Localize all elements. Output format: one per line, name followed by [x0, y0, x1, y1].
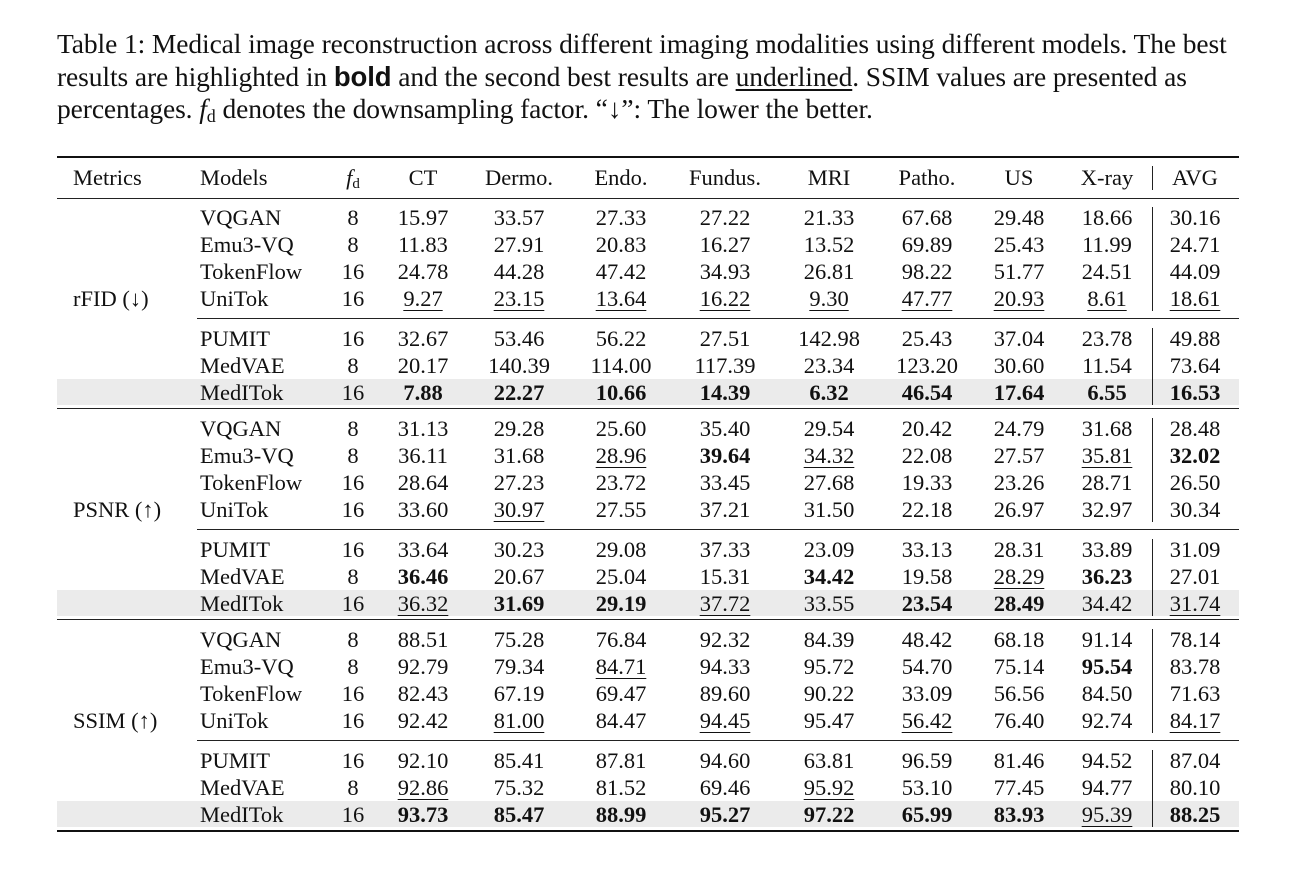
value-cell: 94.77 — [1081, 775, 1133, 800]
value-cell: 32.02 — [1169, 443, 1221, 468]
value-cell: 85.41 — [493, 748, 545, 773]
avg-separator — [1152, 207, 1153, 311]
value-cell: 36.11 — [398, 443, 448, 468]
model-name: PUMIT — [200, 537, 271, 562]
value-cell: 54.70 — [901, 654, 953, 679]
header-col-endo: Endo. — [594, 165, 648, 190]
value-cell: 92.32 — [699, 627, 751, 652]
value-cell: 78.14 — [1169, 627, 1221, 652]
value-cell: 81.00 — [493, 708, 545, 733]
avg-separator — [1152, 418, 1153, 522]
value-cell: 76.40 — [993, 708, 1045, 733]
model-name: Emu3-VQ — [200, 654, 294, 679]
header-rule — [57, 198, 1239, 199]
value-cell: 31.68 — [493, 443, 545, 468]
value-cell: 22.18 — [901, 497, 953, 522]
value-cell: 24.71 — [1169, 232, 1221, 257]
value-cell: 34.42 — [1081, 591, 1133, 616]
value-cell: 68.18 — [993, 627, 1045, 652]
value-cell: 69.47 — [595, 681, 647, 706]
value-cell: 44.28 — [493, 259, 545, 284]
group-rule — [197, 318, 1239, 319]
value-cell: 34.32 — [803, 443, 855, 468]
value-cell: 11.99 — [1082, 232, 1132, 257]
value-cell: 36.23 — [1081, 564, 1133, 589]
value-cell: 84.39 — [803, 627, 855, 652]
value-cell: 88.99 — [595, 802, 647, 827]
fd-value: 8 — [347, 232, 359, 257]
value-cell: 36.32 — [397, 591, 449, 616]
value-cell: 6.32 — [809, 380, 849, 405]
header-fd — [346, 164, 360, 191]
fd-value: 8 — [347, 654, 359, 679]
caption-fd-sub: d — [206, 106, 216, 126]
model-name: UniTok — [200, 286, 269, 311]
value-cell: 48.42 — [901, 627, 953, 652]
value-cell: 75.32 — [493, 775, 545, 800]
value-cell: 31.69 — [493, 591, 545, 616]
value-cell: 33.13 — [901, 537, 953, 562]
value-cell: 27.33 — [595, 205, 647, 230]
value-cell: 30.16 — [1169, 205, 1221, 230]
avg-separator — [1152, 166, 1153, 190]
value-cell: 56.22 — [595, 326, 647, 351]
model-name: UniTok — [200, 708, 269, 733]
top-rule — [57, 156, 1239, 158]
caption-part4: denotes the downsampling factor. “↓”: The lower the better. — [215, 93, 873, 124]
value-cell: 94.33 — [699, 654, 751, 679]
value-cell: 31.09 — [1169, 537, 1221, 562]
value-cell: 33.64 — [397, 537, 449, 562]
value-cell: 23.34 — [803, 353, 855, 378]
value-cell: 16.53 — [1169, 380, 1221, 405]
value-cell: 20.83 — [595, 232, 647, 257]
value-cell: 92.74 — [1081, 708, 1133, 733]
fd-value: 16 — [341, 259, 365, 284]
header-models: Models — [200, 165, 268, 190]
model-name: MedVAE — [200, 353, 285, 378]
value-cell: 28.48 — [1169, 416, 1221, 441]
fd-value: 8 — [347, 775, 359, 800]
model-name: MedVAE — [200, 564, 285, 589]
value-cell: 23.26 — [993, 470, 1045, 495]
metric-label: rFID (↓) — [73, 286, 149, 311]
value-cell: 31.68 — [1081, 416, 1133, 441]
header-col-avg: AVG — [1172, 165, 1218, 190]
value-cell: 75.28 — [493, 627, 545, 652]
fd-value: 16 — [341, 497, 365, 522]
caption-bold-word: bold — [333, 60, 392, 92]
value-cell: 92.79 — [397, 654, 449, 679]
fd-value: 8 — [347, 205, 359, 230]
value-cell: 83.93 — [993, 802, 1045, 827]
value-cell: 84.50 — [1081, 681, 1133, 706]
value-cell: 25.60 — [595, 416, 647, 441]
bottom-rule — [57, 830, 1239, 832]
value-cell: 67.68 — [901, 205, 953, 230]
value-cell: 33.55 — [803, 591, 855, 616]
fd-value: 8 — [347, 627, 359, 652]
block-rule — [57, 408, 1239, 409]
value-cell: 27.01 — [1169, 564, 1221, 589]
value-cell: 77.45 — [993, 775, 1045, 800]
value-cell: 37.21 — [699, 497, 751, 522]
value-cell: 63.81 — [803, 748, 855, 773]
value-cell: 95.27 — [699, 802, 751, 827]
model-name: PUMIT — [200, 748, 271, 773]
avg-separator — [1152, 750, 1153, 827]
value-cell: 25.04 — [595, 564, 647, 589]
value-cell: 69.89 — [901, 232, 953, 257]
value-cell: 24.78 — [397, 259, 449, 284]
model-name: VQGAN — [200, 627, 282, 652]
value-cell: 20.67 — [493, 564, 545, 589]
value-cell: 21.33 — [803, 205, 855, 230]
avg-separator — [1152, 328, 1153, 405]
value-cell: 29.19 — [595, 591, 647, 616]
value-cell: 93.73 — [397, 802, 449, 827]
value-cell: 28.96 — [595, 443, 647, 468]
value-cell: 79.34 — [493, 654, 545, 679]
value-cell: 75.14 — [993, 654, 1045, 679]
fd-value: 16 — [341, 286, 365, 311]
value-cell: 26.81 — [803, 259, 855, 284]
value-cell: 27.55 — [595, 497, 647, 522]
value-cell: 56.42 — [901, 708, 953, 733]
value-cell: 8.61 — [1087, 286, 1127, 311]
value-cell: 27.68 — [803, 470, 855, 495]
value-cell: 23.78 — [1081, 326, 1133, 351]
value-cell: 11.54 — [1082, 353, 1132, 378]
fd-value: 16 — [341, 537, 365, 562]
value-cell: 33.89 — [1081, 537, 1133, 562]
value-cell: 23.54 — [901, 591, 953, 616]
value-cell: 94.52 — [1081, 748, 1133, 773]
value-cell: 29.28 — [493, 416, 545, 441]
value-cell: 95.72 — [803, 654, 855, 679]
value-cell: 53.10 — [901, 775, 953, 800]
header-metrics: Metrics — [73, 165, 142, 190]
value-cell: 26.97 — [993, 497, 1045, 522]
value-cell: 34.42 — [803, 564, 855, 589]
model-name: MedITok — [200, 380, 284, 405]
value-cell: 95.39 — [1081, 802, 1133, 827]
header-col-dermo: Dermo. — [484, 165, 554, 190]
group-rule — [197, 529, 1239, 530]
avg-separator — [1152, 629, 1153, 733]
value-cell: 18.61 — [1169, 286, 1221, 311]
value-cell: 24.79 — [993, 416, 1045, 441]
model-name: Emu3-VQ — [200, 443, 294, 468]
value-cell: 25.43 — [993, 232, 1045, 257]
model-name: TokenFlow — [200, 259, 303, 284]
value-cell: 85.47 — [493, 802, 545, 827]
value-cell: 65.99 — [901, 802, 953, 827]
value-cell: 69.46 — [699, 775, 751, 800]
fd-value: 8 — [347, 353, 359, 378]
value-cell: 84.71 — [595, 654, 647, 679]
value-cell: 30.60 — [993, 353, 1045, 378]
value-cell: 46.54 — [901, 380, 953, 405]
value-cell: 22.27 — [493, 380, 545, 405]
value-cell: 114.00 — [590, 353, 652, 378]
fd-value: 16 — [341, 470, 365, 495]
value-cell: 24.51 — [1081, 259, 1133, 284]
header-col-xray: X-ray — [1080, 165, 1134, 190]
fd-value: 8 — [347, 416, 359, 441]
value-cell: 17.64 — [993, 380, 1045, 405]
fd-value: 16 — [341, 326, 365, 351]
value-cell: 20.42 — [901, 416, 953, 441]
model-name: MedITok — [200, 802, 284, 827]
value-cell: 23.09 — [803, 537, 855, 562]
model-name: MedITok — [200, 591, 284, 616]
value-cell: 92.10 — [397, 748, 449, 773]
model-name: MedVAE — [200, 775, 285, 800]
value-cell: 87.81 — [595, 748, 647, 773]
value-cell: 98.22 — [901, 259, 953, 284]
value-cell: 22.08 — [901, 443, 953, 468]
value-cell: 28.31 — [993, 537, 1045, 562]
value-cell: 31.13 — [397, 416, 449, 441]
value-cell: 84.47 — [595, 708, 647, 733]
model-name: VQGAN — [200, 416, 282, 441]
value-cell: 33.57 — [493, 205, 545, 230]
header-fd-sub: d — [352, 176, 360, 192]
value-cell: 90.22 — [803, 681, 855, 706]
value-cell: 47.42 — [595, 259, 647, 284]
value-cell: 32.67 — [397, 326, 449, 351]
value-cell: 29.54 — [803, 416, 855, 441]
value-cell: 30.97 — [493, 497, 545, 522]
value-cell: 26.50 — [1169, 470, 1221, 495]
value-cell: 37.04 — [993, 326, 1045, 351]
value-cell: 19.33 — [901, 470, 953, 495]
value-cell: 67.19 — [493, 681, 545, 706]
value-cell: 97.22 — [803, 802, 855, 827]
value-cell: 31.74 — [1169, 591, 1221, 616]
value-cell: 91.14 — [1081, 627, 1133, 652]
value-cell: 27.51 — [699, 326, 751, 351]
value-cell: 20.93 — [993, 286, 1045, 311]
value-cell: 80.10 — [1169, 775, 1221, 800]
fd-value: 16 — [341, 681, 365, 706]
header-col-patho: Patho. — [898, 165, 956, 190]
value-cell: 81.46 — [993, 748, 1045, 773]
fd-value: 16 — [341, 380, 365, 405]
value-cell: 140.39 — [488, 353, 550, 378]
value-cell: 28.49 — [993, 591, 1045, 616]
value-cell: 35.40 — [699, 416, 751, 441]
value-cell: 20.17 — [397, 353, 449, 378]
model-name: UniTok — [200, 497, 269, 522]
value-cell: 6.55 — [1087, 380, 1127, 405]
value-cell: 9.30 — [809, 286, 849, 311]
value-cell: 94.45 — [699, 708, 751, 733]
fd-value: 16 — [341, 802, 365, 827]
value-cell: 16.22 — [699, 286, 751, 311]
model-name: PUMIT — [200, 326, 271, 351]
value-cell: 89.60 — [699, 681, 751, 706]
value-cell: 35.81 — [1081, 443, 1133, 468]
value-cell: 37.72 — [699, 591, 751, 616]
value-cell: 11.83 — [398, 232, 448, 257]
value-cell: 30.34 — [1169, 497, 1221, 522]
value-cell: 28.64 — [397, 470, 449, 495]
model-name: VQGAN — [200, 205, 282, 230]
value-cell: 73.64 — [1169, 353, 1221, 378]
value-cell: 14.39 — [699, 380, 751, 405]
value-cell: 27.91 — [493, 232, 545, 257]
value-cell: 27.23 — [493, 470, 545, 495]
value-cell: 47.77 — [901, 286, 953, 311]
value-cell: 29.48 — [993, 205, 1045, 230]
value-cell: 31.50 — [803, 497, 855, 522]
value-cell: 25.43 — [901, 326, 953, 351]
value-cell: 51.77 — [993, 259, 1045, 284]
value-cell: 32.97 — [1081, 497, 1133, 522]
table-caption — [57, 28, 1257, 126]
value-cell: 30.23 — [493, 537, 545, 562]
value-cell: 15.97 — [397, 205, 449, 230]
block-rule — [57, 619, 1239, 620]
value-cell: 95.54 — [1081, 654, 1133, 679]
value-cell: 81.52 — [595, 775, 647, 800]
value-cell: 44.09 — [1169, 259, 1221, 284]
model-name: TokenFlow — [200, 681, 303, 706]
caption-underlined-word: underlined — [735, 60, 853, 92]
value-cell: 34.93 — [699, 259, 751, 284]
value-cell: 33.09 — [901, 681, 953, 706]
header-col-us: US — [1004, 165, 1034, 190]
fd-value: 8 — [347, 443, 359, 468]
value-cell: 88.25 — [1169, 802, 1221, 827]
value-cell: 37.33 — [699, 537, 751, 562]
fd-value: 16 — [341, 748, 365, 773]
value-cell: 33.60 — [397, 497, 449, 522]
header-fd-symbol: f — [346, 165, 353, 190]
value-cell: 96.59 — [901, 748, 953, 773]
value-cell: 36.46 — [397, 564, 449, 589]
fd-value: 8 — [347, 564, 359, 589]
value-cell: 88.51 — [397, 627, 449, 652]
model-name: TokenFlow — [200, 470, 303, 495]
caption-part1: Table 1: Medical image reconstruction across different imaging modalities using different models. The best results are highlighted in — [57, 28, 1227, 92]
value-cell: 142.98 — [798, 326, 860, 351]
value-cell: 83.78 — [1169, 654, 1221, 679]
value-cell: 82.43 — [397, 681, 449, 706]
header-col-mri: MRI — [807, 165, 851, 190]
value-cell: 84.17 — [1169, 708, 1221, 733]
value-cell: 19.58 — [901, 564, 953, 589]
fd-value: 16 — [341, 591, 365, 616]
value-cell: 29.08 — [595, 537, 647, 562]
value-cell: 28.71 — [1081, 470, 1133, 495]
value-cell: 9.27 — [403, 286, 443, 311]
fd-value: 16 — [341, 708, 365, 733]
metric-label: SSIM (↑) — [73, 708, 158, 733]
caption-part3: . SSIM values are presented as percentages. — [57, 60, 1187, 124]
header-col-ct: CT — [408, 165, 438, 190]
value-cell: 92.42 — [397, 708, 449, 733]
value-cell: 18.66 — [1081, 205, 1133, 230]
caption-fd-symbol: f — [199, 93, 207, 124]
value-cell: 15.31 — [699, 564, 751, 589]
header-col-fundus: Fundus. — [689, 165, 761, 190]
value-cell: 10.66 — [595, 380, 647, 405]
value-cell: 53.46 — [493, 326, 545, 351]
value-cell: 95.47 — [803, 708, 855, 733]
value-cell: 27.22 — [699, 205, 751, 230]
value-cell: 23.72 — [595, 470, 647, 495]
value-cell: 49.88 — [1169, 326, 1221, 351]
value-cell: 13.64 — [595, 286, 647, 311]
value-cell: 94.60 — [699, 748, 751, 773]
value-cell: 92.86 — [397, 775, 449, 800]
value-cell: 23.15 — [493, 286, 545, 311]
metric-label: PSNR (↑) — [73, 497, 162, 522]
value-cell: 27.57 — [993, 443, 1045, 468]
value-cell: 71.63 — [1169, 681, 1221, 706]
value-cell: 13.52 — [803, 232, 855, 257]
group-rule — [197, 740, 1239, 741]
value-cell: 7.88 — [403, 380, 443, 405]
caption-part2: and the second best results are — [391, 60, 736, 92]
value-cell: 87.04 — [1169, 748, 1221, 773]
value-cell: 33.45 — [699, 470, 751, 495]
avg-separator — [1152, 539, 1153, 616]
value-cell: 56.56 — [993, 681, 1045, 706]
value-cell: 117.39 — [694, 353, 756, 378]
value-cell: 28.29 — [993, 564, 1045, 589]
value-cell: 39.64 — [699, 443, 751, 468]
value-cell: 95.92 — [803, 775, 855, 800]
value-cell: 123.20 — [896, 353, 958, 378]
value-cell: 76.84 — [595, 627, 647, 652]
value-cell: 16.27 — [699, 232, 751, 257]
model-name: Emu3-VQ — [200, 232, 294, 257]
